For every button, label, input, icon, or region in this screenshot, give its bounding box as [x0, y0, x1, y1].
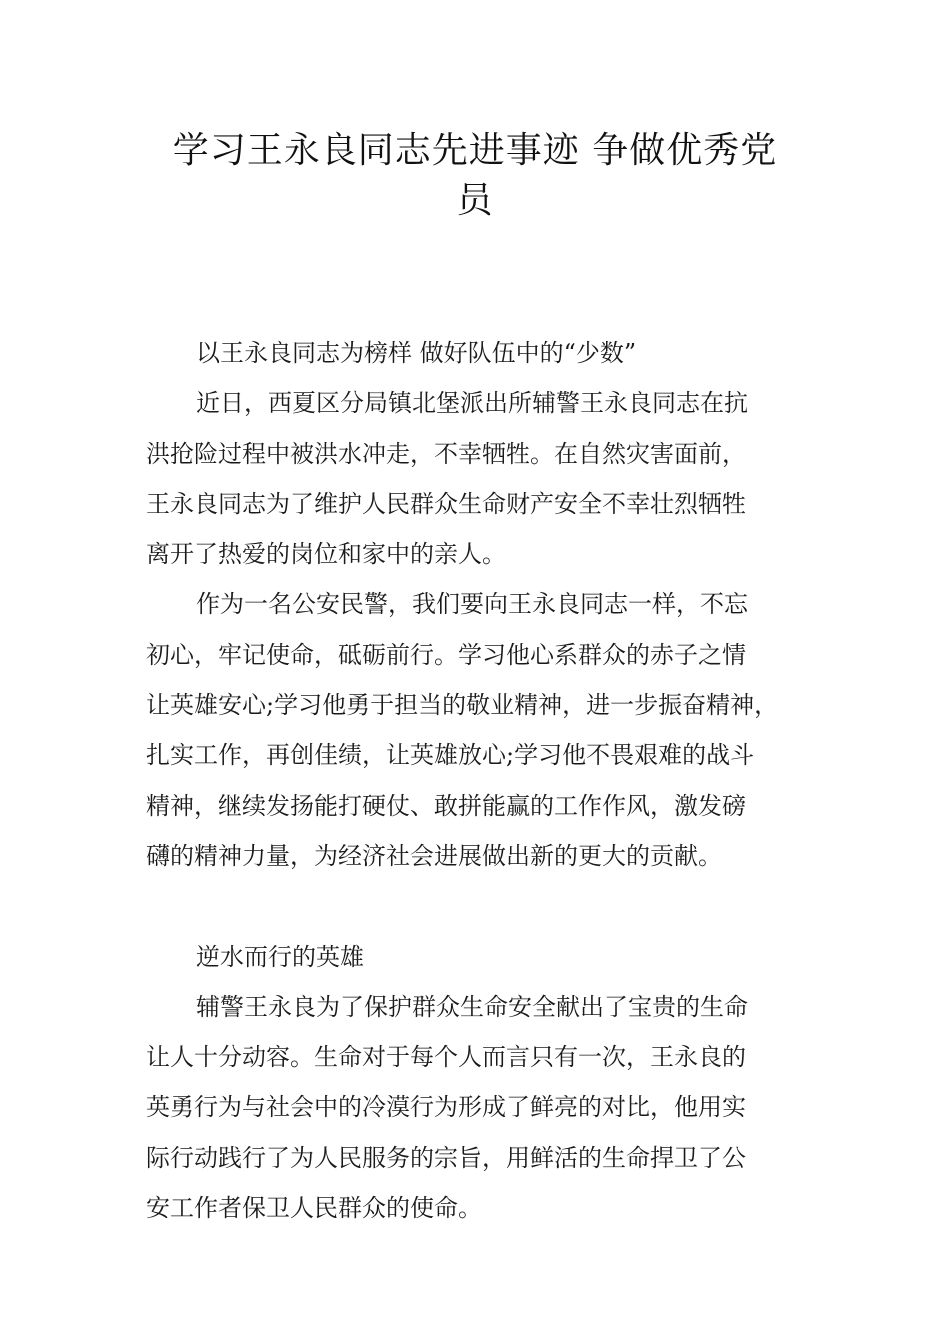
- title-line-2: 员: [456, 180, 494, 221]
- section-1-paragraph-1-line: 洪抢险过程中被洪水冲走，不幸牺牲。在自然灾害面前，: [146, 439, 746, 468]
- section-2-paragraph-1-line: 际行动践行了为人民服务的宗旨，用鲜活的生命捍卫了公: [146, 1143, 746, 1172]
- section-1-paragraph-1-line: 王永良同志为了维护人民群众生命财产安全不幸壮烈牺牲: [146, 489, 746, 518]
- section-2-paragraph-1-line: 让人十分动容。生命对于每个人而言只有一次，王永良的: [146, 1043, 746, 1072]
- section-1-paragraph-2-line: 作为一名公安民警，我们要向王永良同志一样，不忘: [196, 590, 748, 619]
- section-1-paragraph-1-line: 近日，西夏区分局镇北堡派出所辅警王永良同志在抗: [196, 389, 748, 418]
- section-1-paragraph-2-line: 精神，继续发扬能打硬仗、敢拼能赢的工作作风，激发磅: [146, 791, 746, 820]
- section-1-paragraph-2-line: 初心，牢记使命，砥砺前行。学习他心系群众的赤子之情: [146, 640, 746, 669]
- document-title: [150, 126, 800, 226]
- section-1-paragraph-2-line: 礴的精神力量，为经济社会进展做出新的更大的贡献。: [146, 841, 722, 870]
- section-1-heading: 以王永良同志为榜样 做好队伍中的“少数”: [196, 339, 637, 367]
- title-line-1: 学习王永良同志先进事迹 争做优秀党: [172, 130, 778, 171]
- section-1-paragraph-2-line: 让英雄安心;学习他勇于担当的敬业精神，进一步振奋精神，: [146, 691, 779, 720]
- section-2-paragraph-1-line: 安工作者保卫人民群众的使命。: [146, 1194, 482, 1223]
- section-2-paragraph-1-line: 辅警王永良为了保护群众生命安全献出了宝贵的生命: [196, 992, 748, 1021]
- section-1-paragraph-1-line: 离开了热爱的岗位和家中的亲人。: [146, 540, 506, 569]
- section-2-heading: 逆水而行的英雄: [196, 942, 364, 971]
- document-body: [146, 328, 826, 1233]
- section-2-paragraph-1-line: 英勇行为与社会中的冷漠行为形成了鲜亮的对比，他用实: [146, 1093, 746, 1122]
- section-1-paragraph-2-line: 扎实工作，再创佳绩，让英雄放心;学习他不畏艰难的战斗: [146, 741, 755, 770]
- section-spacer: [146, 881, 826, 931]
